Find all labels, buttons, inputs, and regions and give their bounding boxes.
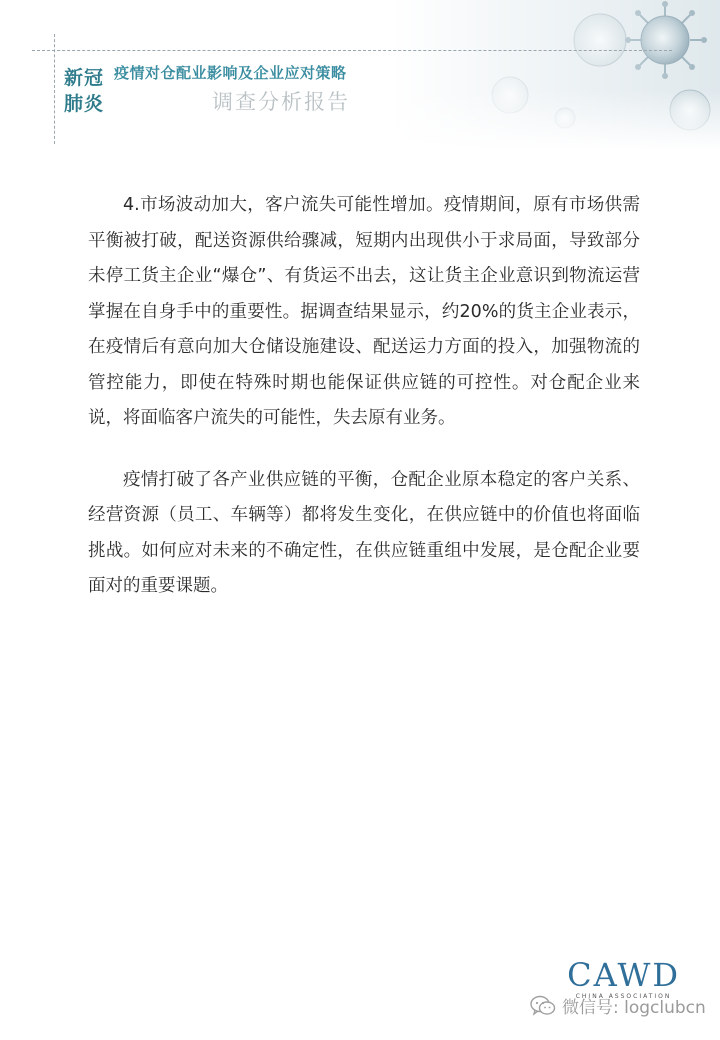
wechat-watermark	[530, 993, 706, 1018]
virus-banner-image	[390, 0, 720, 150]
page-header	[0, 0, 720, 150]
topic-tag-line1: 新冠	[64, 67, 105, 89]
paragraph: 疫情打破了各产业供应链的平衡，仓配企业原本稳定的客户关系、经营资源（员工、车辆等）都将发生变化，在供应链中的价值也将面临挑战。如何应对未来的不确定性，在供应链重组中发展，是仓配企业要面对的重要课题。	[88, 469, 640, 596]
wechat-id: 微信号: logclubcn	[562, 998, 706, 1018]
report-subtitle: 调查分析报告	[212, 90, 350, 114]
paragraph: 4.市场波动加大，客户流失可能性增加。疫情期间，原有市场供需平衡被打破，配送资源供给骤减，短期内出现供小于求局面，导致部分未停工货主企业“爆仓”、有货运不出去，这让货主企业意识到物流运营掌握在自身手中的重要性。据调查结果显示，约20%的货主企业表示，在疫情后有意向加大仓储设施建设、配送运力方面的投入，加强物流的管控能力，即使在特殊时期也能保证供应链的可控性。对仓配企业来说，将面临客户流失的可能性，失去原有业务。	[88, 195, 640, 428]
logo-subtext: CHINA ASSOCIATION	[575, 993, 672, 1000]
header-divider-vertical	[54, 34, 55, 144]
wechat-icon	[530, 995, 556, 1017]
article-body	[88, 188, 640, 631]
header-divider-horizontal	[32, 50, 672, 51]
topic-tag-line2: 肺炎	[64, 93, 105, 115]
logo-text: CAWD	[567, 956, 680, 994]
report-title: 疫情对仓配业影响及企业应对策略	[114, 64, 347, 82]
